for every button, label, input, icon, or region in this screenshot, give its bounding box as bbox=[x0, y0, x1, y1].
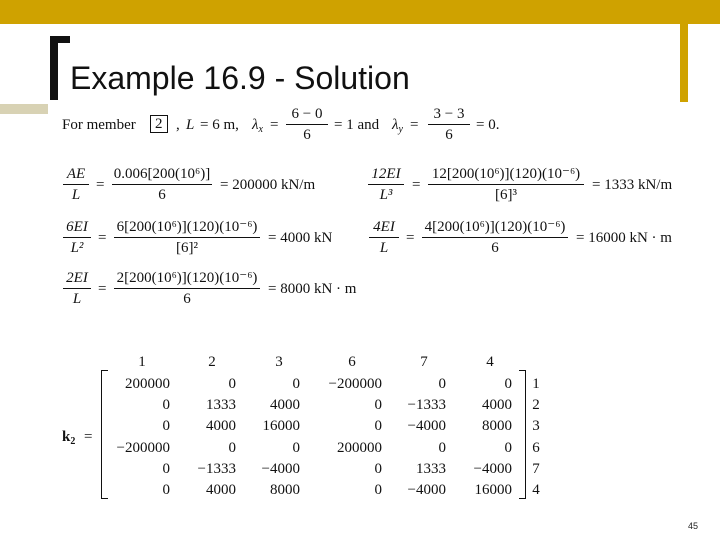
title-bracket-vertical bbox=[50, 36, 58, 100]
matrix-cell: 0 bbox=[228, 440, 236, 456]
matrix-cell: −4000 bbox=[473, 461, 512, 477]
matrix-row-label: 2 bbox=[532, 397, 540, 413]
matrix-cell: −4000 bbox=[261, 461, 300, 477]
matrix-cell: 1333 bbox=[206, 397, 236, 413]
matrix-row-label: 7 bbox=[532, 461, 540, 477]
matrix-cell: 0 bbox=[374, 482, 382, 498]
lambda-y-symbol: $\lambda_y$ bbox=[392, 117, 403, 135]
lambda-y-denominator: 6 bbox=[445, 127, 453, 143]
matrix-cell: 0 bbox=[292, 440, 300, 456]
matrix-cell: −4000 bbox=[407, 482, 446, 498]
matrix-cell: 16000 bbox=[262, 418, 300, 434]
matrix-cell: 0 bbox=[438, 376, 446, 392]
matrix-cell: −4000 bbox=[407, 418, 446, 434]
lambda-x-denominator: 6 bbox=[303, 127, 311, 143]
length-value: = 6 m, bbox=[200, 117, 239, 133]
matrix-cell: 8000 bbox=[482, 418, 512, 434]
matrix-right-bracket bbox=[519, 370, 526, 499]
matrix-row-label: 4 bbox=[532, 482, 540, 498]
matrix-equals: = bbox=[84, 429, 93, 445]
matrix-cell: 8000 bbox=[270, 482, 300, 498]
matrix-cell: 0 bbox=[162, 418, 170, 434]
lambda-y-fraction-bar bbox=[428, 124, 470, 125]
title-bracket-horizontal bbox=[50, 36, 70, 43]
matrix-cell: 0 bbox=[374, 418, 382, 434]
matrix-cell: 0 bbox=[162, 482, 170, 498]
matrix-row-label: 1 bbox=[532, 376, 540, 392]
matrix-cell: 4000 bbox=[482, 397, 512, 413]
matrix-cell: −1333 bbox=[407, 397, 446, 413]
left-accent-strip bbox=[0, 104, 48, 114]
member-prefix: For member bbox=[62, 117, 136, 133]
matrix-cell: 1333 bbox=[416, 461, 446, 477]
matrix-column-header: 6 bbox=[348, 354, 356, 370]
matrix-cell: 0 bbox=[162, 461, 170, 477]
member-id-box: 2 bbox=[150, 115, 168, 133]
matrix-cell: 0 bbox=[228, 376, 236, 392]
top-accent-bar bbox=[0, 0, 720, 24]
matrix-cell: −1333 bbox=[197, 461, 236, 477]
matrix-cell: 0 bbox=[374, 397, 382, 413]
matrix-cell: 0 bbox=[162, 397, 170, 413]
matrix-column-header: 1 bbox=[138, 354, 146, 370]
matrix-cell: 0 bbox=[438, 440, 446, 456]
matrix-cell: 16000 bbox=[474, 482, 512, 498]
matrix-column-header: 7 bbox=[420, 354, 428, 370]
lambda-x-symbol: $\lambda_x$ bbox=[252, 117, 263, 135]
matrix-column-header: 4 bbox=[486, 354, 494, 370]
lambda-x-fraction-bar bbox=[286, 124, 328, 125]
matrix-cell: 0 bbox=[504, 376, 512, 392]
lambda-y-numerator: 3 − 3 bbox=[433, 106, 465, 122]
matrix-cell: 4000 bbox=[270, 397, 300, 413]
length-symbol: L bbox=[186, 117, 195, 133]
matrix-cell: 0 bbox=[292, 376, 300, 392]
lambda-x-result: = 1 and bbox=[334, 117, 380, 133]
matrix-cell: 4000 bbox=[206, 482, 236, 498]
matrix-column-header: 3 bbox=[275, 354, 283, 370]
matrix-cell: 200000 bbox=[125, 376, 170, 392]
slide-title: Example 16.9 - Solution bbox=[70, 60, 410, 96]
page-number: 45 bbox=[688, 521, 699, 531]
matrix-row-label: 6 bbox=[532, 440, 540, 456]
matrix-cell: −200000 bbox=[328, 376, 382, 392]
matrix-column-header: 2 bbox=[208, 354, 216, 370]
matrix-cell: 200000 bbox=[337, 440, 382, 456]
right-accent-bar bbox=[680, 24, 688, 102]
lambda-x-numerator: 6 − 0 bbox=[291, 106, 323, 122]
matrix-cell: 4000 bbox=[206, 418, 236, 434]
matrix-cell: 0 bbox=[374, 461, 382, 477]
matrix-label: $k_2$ bbox=[62, 429, 76, 447]
matrix-cell: 0 bbox=[504, 440, 512, 456]
lambda-y-result: = 0. bbox=[476, 117, 500, 133]
matrix-cell: −200000 bbox=[116, 440, 170, 456]
matrix-row-label: 3 bbox=[532, 418, 540, 434]
